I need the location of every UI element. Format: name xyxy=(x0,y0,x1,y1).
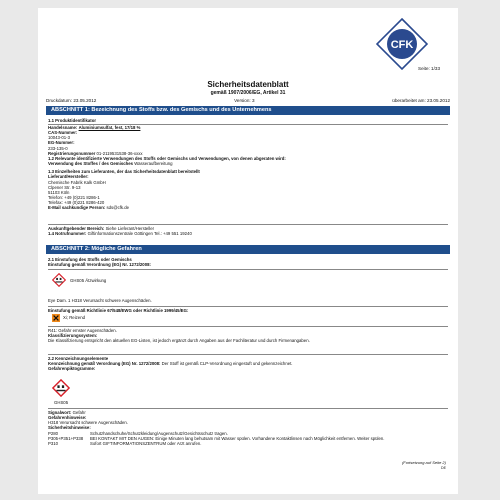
divider xyxy=(48,408,448,409)
trade-name-value: Aluminiumsulfat, fest, 17/18 % xyxy=(78,125,141,130)
divider xyxy=(48,269,448,270)
revised-date: überarbeitet am: 23.05.2012 xyxy=(392,98,450,103)
continued-note: (Fortsetzung auf Seite 2) xyxy=(401,460,446,465)
eg-label: EG-Nummer: xyxy=(48,140,75,146)
s22-reg-label: Kennzeichnung gemäß Verordnung (EG) Nr. 1272/2008: xyxy=(48,361,161,367)
info-block xyxy=(48,226,448,236)
logo-text: CFK xyxy=(390,39,414,51)
emergency-label: 1.4 Notrufnummer: xyxy=(48,231,87,237)
page-number: Seite: 1/33 xyxy=(418,66,440,71)
s12-heading: 1.2 Relevante identifizierte Verwendungen des Stoffs oder Gemischs und Verwendungen, von denen abgeraten wird: xyxy=(48,155,286,161)
xi-label: Xi; Reizend xyxy=(63,315,85,320)
ghs05-pictogram-icon xyxy=(52,379,70,397)
supplier-label: Lieferant/Hersteller: xyxy=(48,174,89,180)
eg-value: 233-135-0 xyxy=(48,145,68,151)
directive-block xyxy=(48,308,448,313)
classification-system-text: Die Klassifizierung entspricht den aktuellen EG-Listen, ist jedoch ergänzt durch Angaben aus der Fachliteratur und durch Firmenangaben. xyxy=(48,338,310,344)
supplier-line: 51103 Köln xyxy=(48,189,70,195)
cas-label: CAS-Nummer: xyxy=(48,130,78,136)
trade-name-label: Handelsname: xyxy=(48,125,78,130)
document-page xyxy=(38,8,458,494)
meta-row xyxy=(46,98,450,103)
use-value: Wasseraufbereitung xyxy=(134,161,173,167)
divider xyxy=(48,224,448,225)
reg-label: Registrierungsnummer xyxy=(48,150,96,156)
p280-code: P280 xyxy=(48,430,59,436)
signal-block xyxy=(48,410,448,446)
p280-text: Schutzhandschuhe/Schutzkleidung/Augenschutz/Gesichtsschutz tragen. xyxy=(90,430,228,436)
info-value: Siehe Lieferant/Hersteller xyxy=(105,226,155,231)
use-label: Verwendung des Stoffes / des Gemisches xyxy=(48,161,134,167)
divider xyxy=(48,354,448,355)
supplier-line: Telefon: +49 (0)221 8286-1 xyxy=(48,195,100,201)
ghs05-label: GHS05 Ätzwirkung xyxy=(70,278,107,283)
divider xyxy=(48,326,448,327)
signal-value: Gefahr xyxy=(72,410,86,415)
document-title: Sicherheitsdatenblatt xyxy=(207,80,289,89)
section-2-heading: ABSCHNITT 2: Mögliche Gefahren xyxy=(46,245,450,254)
info-label: Auskunftgebender Bereich: xyxy=(48,226,105,231)
signal-label: Signalwort: xyxy=(48,410,72,415)
language-code: DE xyxy=(441,466,446,470)
classification-system-label: Klassifizierungssystem: xyxy=(48,333,98,339)
hazard-value: H318 Verursacht schwere Augenschäden. xyxy=(48,420,129,426)
eye-dam-text: Eye Dam. 1 H318 Verursacht schwere Augenschäden. xyxy=(48,298,152,303)
reg-value: 01-2119531538-36-xxxx xyxy=(96,150,143,156)
cas-value: 10043-01-3 xyxy=(48,135,70,141)
divider xyxy=(48,306,448,307)
section-2-classification xyxy=(48,257,448,267)
ghs05-corrosion-icon xyxy=(52,273,66,287)
s22-reg-value: Der Stoff ist gemäß CLP-Verordnung eingestuft und gekennzeichnet. xyxy=(161,361,293,367)
directive-heading: Einstufung gemäß Richtlinie 67/548/EWG oder Richtlinie 1999/45/EG: xyxy=(48,308,189,313)
supplier-line: Chemische Fabrik Kalk GmbH xyxy=(48,179,106,185)
email-link[interactable]: sds@cfk.de xyxy=(106,205,130,211)
xi-irritant-icon xyxy=(52,314,60,322)
p310-text: Sofort GIFTINFORMATIONSZENTRUM oder Arzt anrufen. xyxy=(90,440,202,446)
safety-label: Sicherheitshinweise: xyxy=(48,425,91,431)
print-date: Druckdatum: 23.05.2012 xyxy=(46,98,97,103)
r41-text: R41: Gefahr ernster Augenschäden. xyxy=(48,328,117,333)
s11-heading: 1.1 Produktidentifikator xyxy=(48,118,96,123)
document-subtitle: gemäß 1907/2006/EG, Artikel 31 xyxy=(210,90,286,96)
s21-heading: 2.1 Einstufung des Stoffs oder Gemischs xyxy=(48,257,132,262)
section-1-heading: ABSCHNITT 1: Bezeichnung des Stoffs bzw. des Gemischs und des Unternehmens xyxy=(46,106,450,115)
pictogram-code-block xyxy=(54,400,448,405)
s13-heading: 1.3 Einzelheiten zum Lieferanten, der das Sicherheitsdatenblatt bereitstellt xyxy=(48,169,200,175)
supplier-line: Clpener Str. 9-13 xyxy=(48,184,81,190)
pictogram-label: Gefahrenpiktogramme: xyxy=(48,366,96,372)
s22-heading: 2.2 Kennzeichnungselemente xyxy=(48,356,109,361)
pictogram-code: GHS05 xyxy=(54,400,69,405)
product-identifier-block xyxy=(48,125,448,211)
labelling-block xyxy=(48,356,448,371)
p310-code: P310 xyxy=(48,440,59,446)
hazard-label: Gefahrenhinweise: xyxy=(48,415,87,421)
email-label: E-Mail sachkundige Person: xyxy=(48,205,106,211)
p305-text: BEI KONTAKT MIT DEN AUGEN: Einige Minuten lang behutsam mit Wasser spülen. Vorhandene Kontaktlinsen nach Möglichkeit entfernen. Weiter spülen. xyxy=(90,435,385,441)
eye-dam-line xyxy=(48,298,448,303)
cfk-logo xyxy=(376,18,428,70)
supplier-line: Telefax: +49 (0)221 8286-420 xyxy=(48,200,105,206)
version: Version: 3 xyxy=(234,98,255,103)
p305-code: P305+P351+P338 xyxy=(48,435,84,441)
s21-regulation: Einstufung gemäß Verordnung (EG) Nr. 1272/2008: xyxy=(48,262,151,268)
section-1-body xyxy=(48,118,448,123)
risk-block xyxy=(48,328,448,343)
emergency-value: Giftinformationszentrale Göttingen Tel.: +49 551 19240 xyxy=(87,231,192,237)
